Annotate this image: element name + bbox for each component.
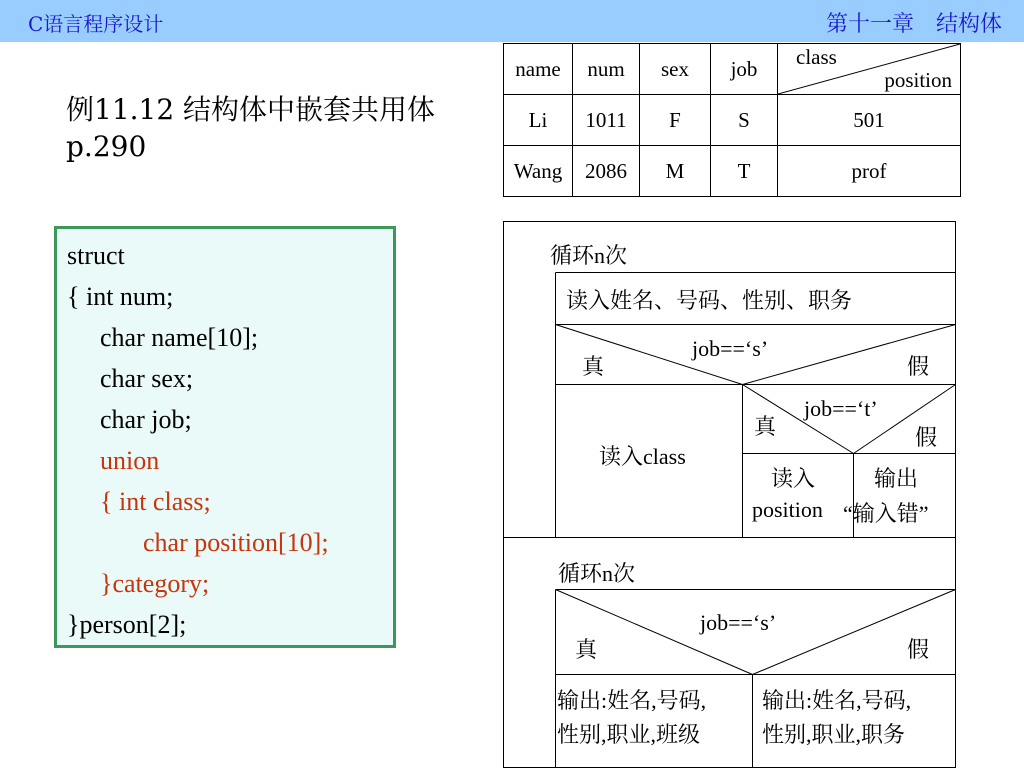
- table-header: sex: [640, 44, 711, 95]
- error-output-line2: “输入错”: [843, 501, 929, 526]
- position-header: position: [884, 68, 952, 92]
- loop-label: 循环n次: [558, 561, 636, 586]
- table-header: num: [573, 44, 640, 95]
- chapter-title: 第十一章 结构体: [825, 12, 1002, 37]
- table-cell: Li: [504, 95, 573, 146]
- output-teacher-line1: 输出:姓名,号码,: [762, 688, 912, 713]
- false-label: 假: [915, 425, 938, 450]
- table-cell: 1011: [573, 95, 640, 146]
- table-cell: prof: [778, 146, 961, 197]
- table-cell: F: [640, 95, 711, 146]
- code-line: }category;: [100, 569, 210, 598]
- table-cell: S: [711, 95, 778, 146]
- table-cell: M: [640, 146, 711, 197]
- output-student-line1: 输出:姓名,号码,: [557, 688, 707, 713]
- true-label: 真: [754, 414, 777, 439]
- read-position-line2: position: [752, 497, 823, 522]
- table-header: name: [504, 44, 573, 95]
- example-title: 例11.12 结构体中嵌套共用体: [66, 93, 436, 126]
- class-header: class: [796, 45, 837, 69]
- example-page: p.290: [66, 130, 147, 163]
- table-cell: 2086: [573, 146, 640, 197]
- code-line: }person[2];: [67, 610, 187, 639]
- table-header: job: [711, 44, 778, 95]
- read-class-step: 读入class: [599, 444, 686, 469]
- output-student-line2: 性别,职业,班级: [557, 722, 701, 747]
- table-cell: 501: [778, 95, 961, 146]
- false-label: 假: [907, 354, 930, 379]
- code-line: char name[10];: [100, 323, 259, 352]
- code-line: char position[10];: [143, 528, 329, 557]
- code-line: char sex;: [100, 364, 194, 393]
- loop-label: 循环n次: [550, 243, 628, 268]
- read-position-line1: 读入: [771, 466, 816, 491]
- false-label: 假: [907, 637, 930, 662]
- course-title: C语言程序设计: [28, 12, 164, 36]
- code-line: { int class;: [100, 487, 211, 516]
- table-cell: Wang: [504, 146, 573, 197]
- true-label: 真: [582, 354, 605, 379]
- condition-s: job==‘s’: [700, 610, 777, 635]
- code-line: union: [100, 446, 160, 475]
- code-line: { int num;: [67, 282, 174, 311]
- error-output-line1: 输出: [874, 466, 919, 491]
- table-cell: T: [711, 146, 778, 197]
- condition-t: job==‘t’: [804, 396, 878, 421]
- condition-s: job==‘s’: [692, 336, 769, 361]
- true-label: 真: [575, 637, 598, 662]
- read-step: 读入姓名、号码、性别、职务: [566, 288, 853, 313]
- code-line: char job;: [100, 405, 192, 434]
- output-teacher-line2: 性别,职业,职务: [762, 722, 906, 747]
- code-line: struct: [67, 241, 125, 270]
